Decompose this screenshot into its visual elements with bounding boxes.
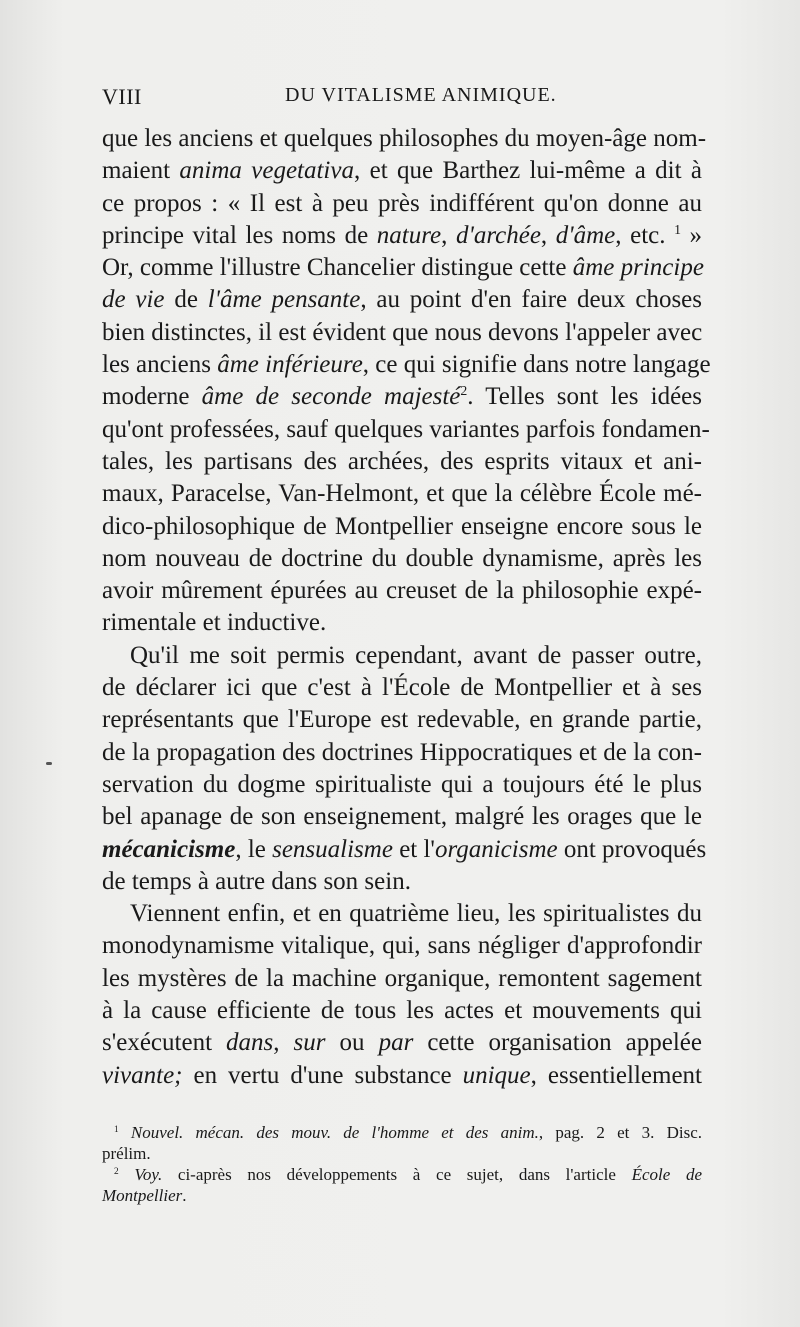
- text-run: et l': [392, 835, 435, 863]
- text-run: , et que Barthez lui-même a dit à: [353, 157, 702, 185]
- text-run: de la propagation des doctrines Hippocratiques et de la con-: [102, 738, 702, 766]
- footnote-citation: Voy.: [118, 1165, 163, 1184]
- text-line: [102, 801, 702, 833]
- italic-term: anima vegetativa: [179, 157, 354, 185]
- margin-mark: [46, 762, 52, 765]
- text-line: [102, 284, 702, 316]
- italic-term: sur: [293, 1029, 326, 1057]
- text-line: [102, 543, 702, 575]
- text-line: [102, 575, 702, 607]
- body-text: [102, 123, 711, 1092]
- footnotes: [102, 1122, 702, 1206]
- text-run: de temps à autre dans son sein.: [102, 867, 411, 895]
- text-line: [102, 511, 702, 543]
- text-line: [102, 1027, 702, 1059]
- text-run: de: [164, 286, 208, 314]
- page-number: VIII: [102, 84, 142, 109]
- italic-term: unique: [462, 1061, 531, 1089]
- text-line: [102, 672, 702, 704]
- text-run: moderne: [102, 383, 202, 411]
- italic-term: vivante;: [102, 1061, 183, 1089]
- text-line: [102, 414, 710, 446]
- text-line: [102, 317, 702, 349]
- italic-term: âme de seconde majesté: [201, 383, 461, 411]
- italic-term: de vie: [102, 286, 165, 314]
- text-run: ou: [325, 1029, 379, 1057]
- text-run: , ce qui signifie dans notre langage: [362, 351, 711, 379]
- text-run: principe vital les noms de: [102, 221, 377, 249]
- text-run: s'exécutent: [102, 1029, 227, 1057]
- bold-italic-term: mécanicisme: [102, 835, 236, 863]
- text-run: nom nouveau de doctrine du double dynamisme, après les: [102, 544, 702, 572]
- text-line: [102, 123, 707, 155]
- text-run: cette organisation appelée: [413, 1029, 703, 1057]
- text-line: [102, 995, 702, 1027]
- text-run: bel apanage de son enseignement, malgré les orages que le: [102, 803, 702, 831]
- text-run: les mystères de la machine organique, remontent sagement: [102, 964, 702, 992]
- text-line: [102, 930, 702, 962]
- text-line: [102, 898, 702, 930]
- text-line: [102, 704, 702, 736]
- text-run: bien distinctes, il est évident que nous devons l'appeler avec: [102, 318, 703, 346]
- text-run: »: [680, 221, 703, 249]
- text-line: [102, 188, 702, 220]
- footnote-number: 1: [114, 1124, 119, 1135]
- text-run: ,: [273, 1029, 294, 1057]
- footnote-number: 2: [114, 1166, 119, 1177]
- text-run: dico-philosophique de Montpellier enseigne encore sous le: [102, 512, 702, 540]
- text-line: [102, 446, 702, 478]
- text-line: [102, 737, 702, 769]
- text-run: qu'ont professées, sauf quelques variantes parfois fondamen-: [102, 415, 710, 443]
- text-run: représentants que l'Europe est redevable, en grande partie,: [102, 706, 702, 734]
- text-run: rimentale et inductive.: [102, 609, 327, 637]
- text-run: , le: [235, 835, 273, 863]
- footnote-citation: École de: [631, 1165, 703, 1184]
- text-run: Viennent enfin, et en quatrième lieu, les spiritualistes du: [130, 900, 702, 928]
- text-run: Or, comme l'illustre Chancelier distingue cette: [102, 254, 573, 282]
- text-run: maient: [102, 157, 180, 185]
- footnote-text: , pag. 2 et 3. Disc.: [538, 1123, 702, 1142]
- footnote-ref: 2: [460, 383, 468, 399]
- text-line: [102, 478, 702, 510]
- text-run: . Telles sont les idées: [467, 383, 702, 411]
- italic-term: organicisme: [434, 835, 558, 863]
- text-run: en vertu d'une substance: [182, 1061, 463, 1089]
- text-run: de déclarer ici que c'est à l'École de Montpellier et à ses: [102, 674, 702, 702]
- footnote-text: prélim.: [102, 1144, 151, 1163]
- footnote-text: ci-après nos développements à ce sujet, dans l'article: [162, 1165, 632, 1184]
- italic-term: l'âme pensante: [207, 286, 361, 314]
- italic-term: âme inférieure: [217, 351, 363, 379]
- text-run: servation du dogme spiritualiste qui a toujours été le plus: [102, 770, 702, 798]
- footnote-text: .: [182, 1186, 187, 1205]
- text-line: [102, 834, 707, 866]
- text-run: , essentiellement: [530, 1061, 702, 1089]
- text-line: [102, 349, 711, 381]
- text-line: [102, 607, 702, 639]
- text-run: ,: [540, 221, 556, 249]
- text-line: [102, 155, 702, 187]
- text-line: [102, 866, 702, 898]
- italic-term: dans: [226, 1029, 274, 1057]
- italic-term: sensualisme: [272, 835, 393, 863]
- text-line: [102, 640, 702, 672]
- text-run: les anciens: [102, 351, 218, 379]
- text-line: [102, 1060, 702, 1092]
- text-run: maux, Paracelse, Van-Helmont, et que la célèbre École mé-: [102, 480, 702, 508]
- text-run: tales, les partisans des archées, des esprits vitaux et ani-: [102, 447, 702, 475]
- text-run: à la cause efficiente de tous les actes et mouvements qui: [102, 997, 702, 1025]
- italic-term: âme principe: [572, 254, 704, 282]
- footnote-citation: Nouvel. mécan. des mouv. de l'homme et des anim.: [118, 1123, 539, 1142]
- text-run: ce propos : « Il est à peu près indifférent qu'on donne au: [102, 189, 702, 217]
- footnote-2-continued: [102, 1185, 702, 1206]
- text-run: Qu'il me soit permis cependant, avant de passer outre,: [130, 641, 702, 669]
- footnote-1: [102, 1122, 702, 1143]
- text-run: que les anciens et quelques philosophes du moyen-âge nom-: [102, 125, 707, 152]
- running-head: [102, 84, 702, 114]
- italic-term: d'âme: [555, 221, 616, 249]
- text-run: , au point d'en faire deux choses: [360, 286, 702, 314]
- text-line: [102, 963, 702, 995]
- italic-term: d'archée: [455, 221, 541, 249]
- footnote-1-continued: [102, 1143, 702, 1164]
- text-line: [102, 220, 702, 252]
- footnote-citation: Montpellier: [102, 1186, 183, 1205]
- footnote-ref: 1: [674, 221, 681, 237]
- text-line: [102, 769, 702, 801]
- italic-term: par: [378, 1029, 414, 1057]
- running-title: DU VITALISME ANIMIQUE.: [285, 84, 557, 106]
- text-run: ,: [441, 221, 456, 249]
- text-run: ont provoqués: [557, 835, 707, 863]
- text-run: , etc.: [615, 221, 675, 249]
- text-run: monodynamisme vitalique, qui, sans négliger d'approfondir: [102, 932, 702, 960]
- footnote-2: [102, 1164, 702, 1185]
- text-line: [102, 381, 702, 413]
- italic-term: nature: [376, 221, 442, 249]
- text-line: [102, 252, 702, 284]
- text-run: avoir mûrement épurées au creuset de la philosophie expé-: [102, 577, 702, 605]
